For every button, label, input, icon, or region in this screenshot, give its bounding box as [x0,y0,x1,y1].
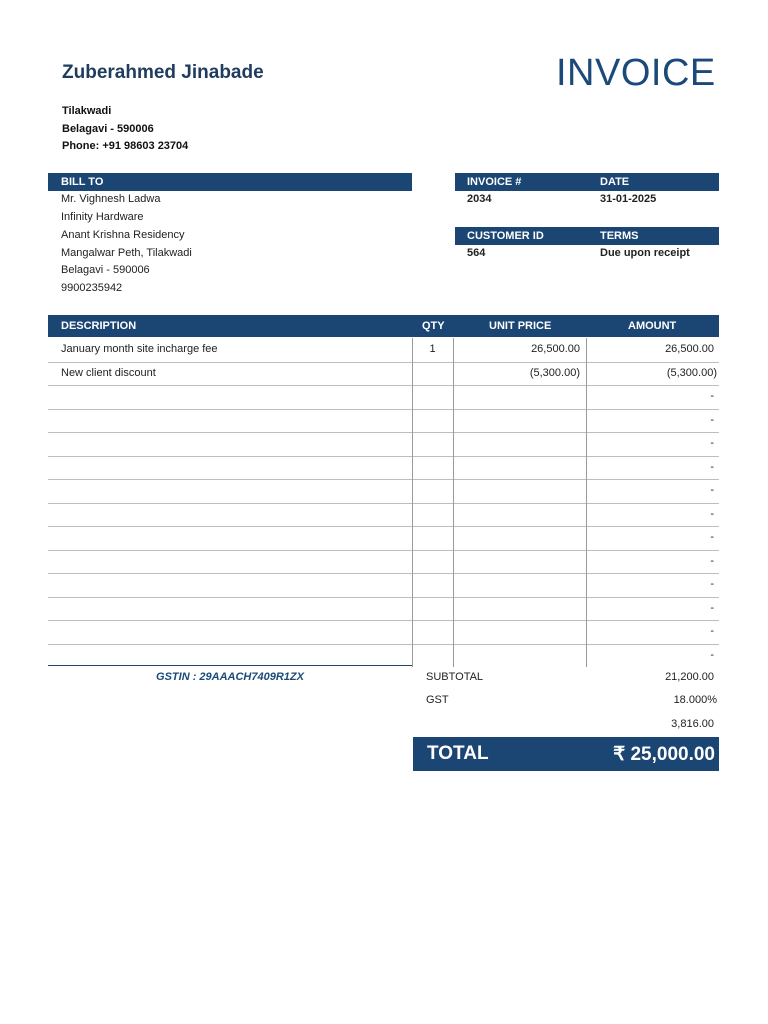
col-amount: AMOUNT [628,320,677,332]
customer-id-label: CUSTOMER ID [467,230,544,242]
row-divider [48,385,719,386]
total-box [413,737,719,771]
bill-to-line: Infinity Hardware [61,211,144,223]
items-table-header [48,315,719,337]
bill-to-header [48,173,412,191]
bill-to-label: BILL TO [61,176,104,188]
bill-to-line: Anant Krishna Residency [61,229,185,241]
item-amount: - [710,413,714,426]
company-address-line1: Tilakwadi [62,105,112,117]
bill-to-line: Mr. Vighnesh Ladwa [61,193,161,205]
item-amount: - [710,554,714,567]
row-divider [48,432,719,433]
invoice-number: 2034 [467,193,492,205]
item-qty: 1 [429,343,436,355]
terms-value: Due upon receipt [600,247,690,259]
invoice-date: 31-01-2025 [600,193,657,205]
column-divider [412,338,413,667]
col-description: DESCRIPTION [61,320,137,332]
bill-to-line: 9900235942 [61,282,123,294]
bill-to-line: Belagavi - 590006 [61,264,150,276]
column-divider [453,338,454,667]
row-divider [48,620,719,621]
col-qty: QTY [422,320,445,332]
gst-rate: 18.000% [673,694,717,706]
item-amount: - [710,460,714,473]
item-amount: - [710,484,714,496]
row-divider [48,456,719,457]
row-divider [48,526,719,527]
column-divider [586,338,587,667]
item-amount: - [710,390,714,402]
item-unit-price: 26,500.00 [531,343,580,355]
gstin: GSTIN : 29AAACH7409R1ZX [156,671,304,683]
row-divider [48,479,719,480]
invoice-meta-header [455,173,719,191]
invoice-number-label: INVOICE # [467,176,522,188]
date-label: DATE [600,176,630,188]
invoice-title: INVOICE [556,52,716,94]
company-address-line2: Belagavi - 590006 [62,123,154,135]
row-divider [48,573,719,574]
col-unit-price: UNIT PRICE [489,320,552,332]
row-divider [48,409,719,410]
company-phone: Phone: +91 98603 23704 [62,140,189,152]
customer-id: 564 [467,247,486,259]
row-divider [48,362,719,363]
bill-to-line: Mangalwar Peth, Tilakwadi [61,247,192,259]
gst-label: GST [426,694,449,706]
gst-amount: 3,816.00 [671,718,714,730]
item-amount: 26,500.00 [665,343,714,355]
item-amount: - [710,578,714,590]
row-divider [48,597,719,598]
customer-meta-header [455,227,719,245]
item-amount: - [710,625,714,637]
row-divider [48,550,719,551]
row-divider [48,644,719,645]
table-bottom-border [48,665,412,666]
item-amount: (5,300.00) [666,366,717,379]
item-amount: - [710,507,714,520]
item-unit-price: (5,300.00) [529,366,580,379]
item-amount: - [710,601,714,614]
total-label: TOTAL [427,743,489,764]
item-amount: - [710,648,714,661]
subtotal-label: SUBTOTAL [426,671,484,683]
item-description: New client discount [61,366,156,379]
subtotal-value: 21,200.00 [665,671,714,683]
item-amount: - [710,437,714,449]
item-amount: - [710,531,714,543]
row-divider [48,503,719,504]
item-description: January month site incharge fee [61,343,218,355]
terms-label: TERMS [600,230,639,242]
company-name: Zuberahmed Jinabade [62,62,264,83]
total-value: ₹ 25,000.00 [613,744,715,765]
